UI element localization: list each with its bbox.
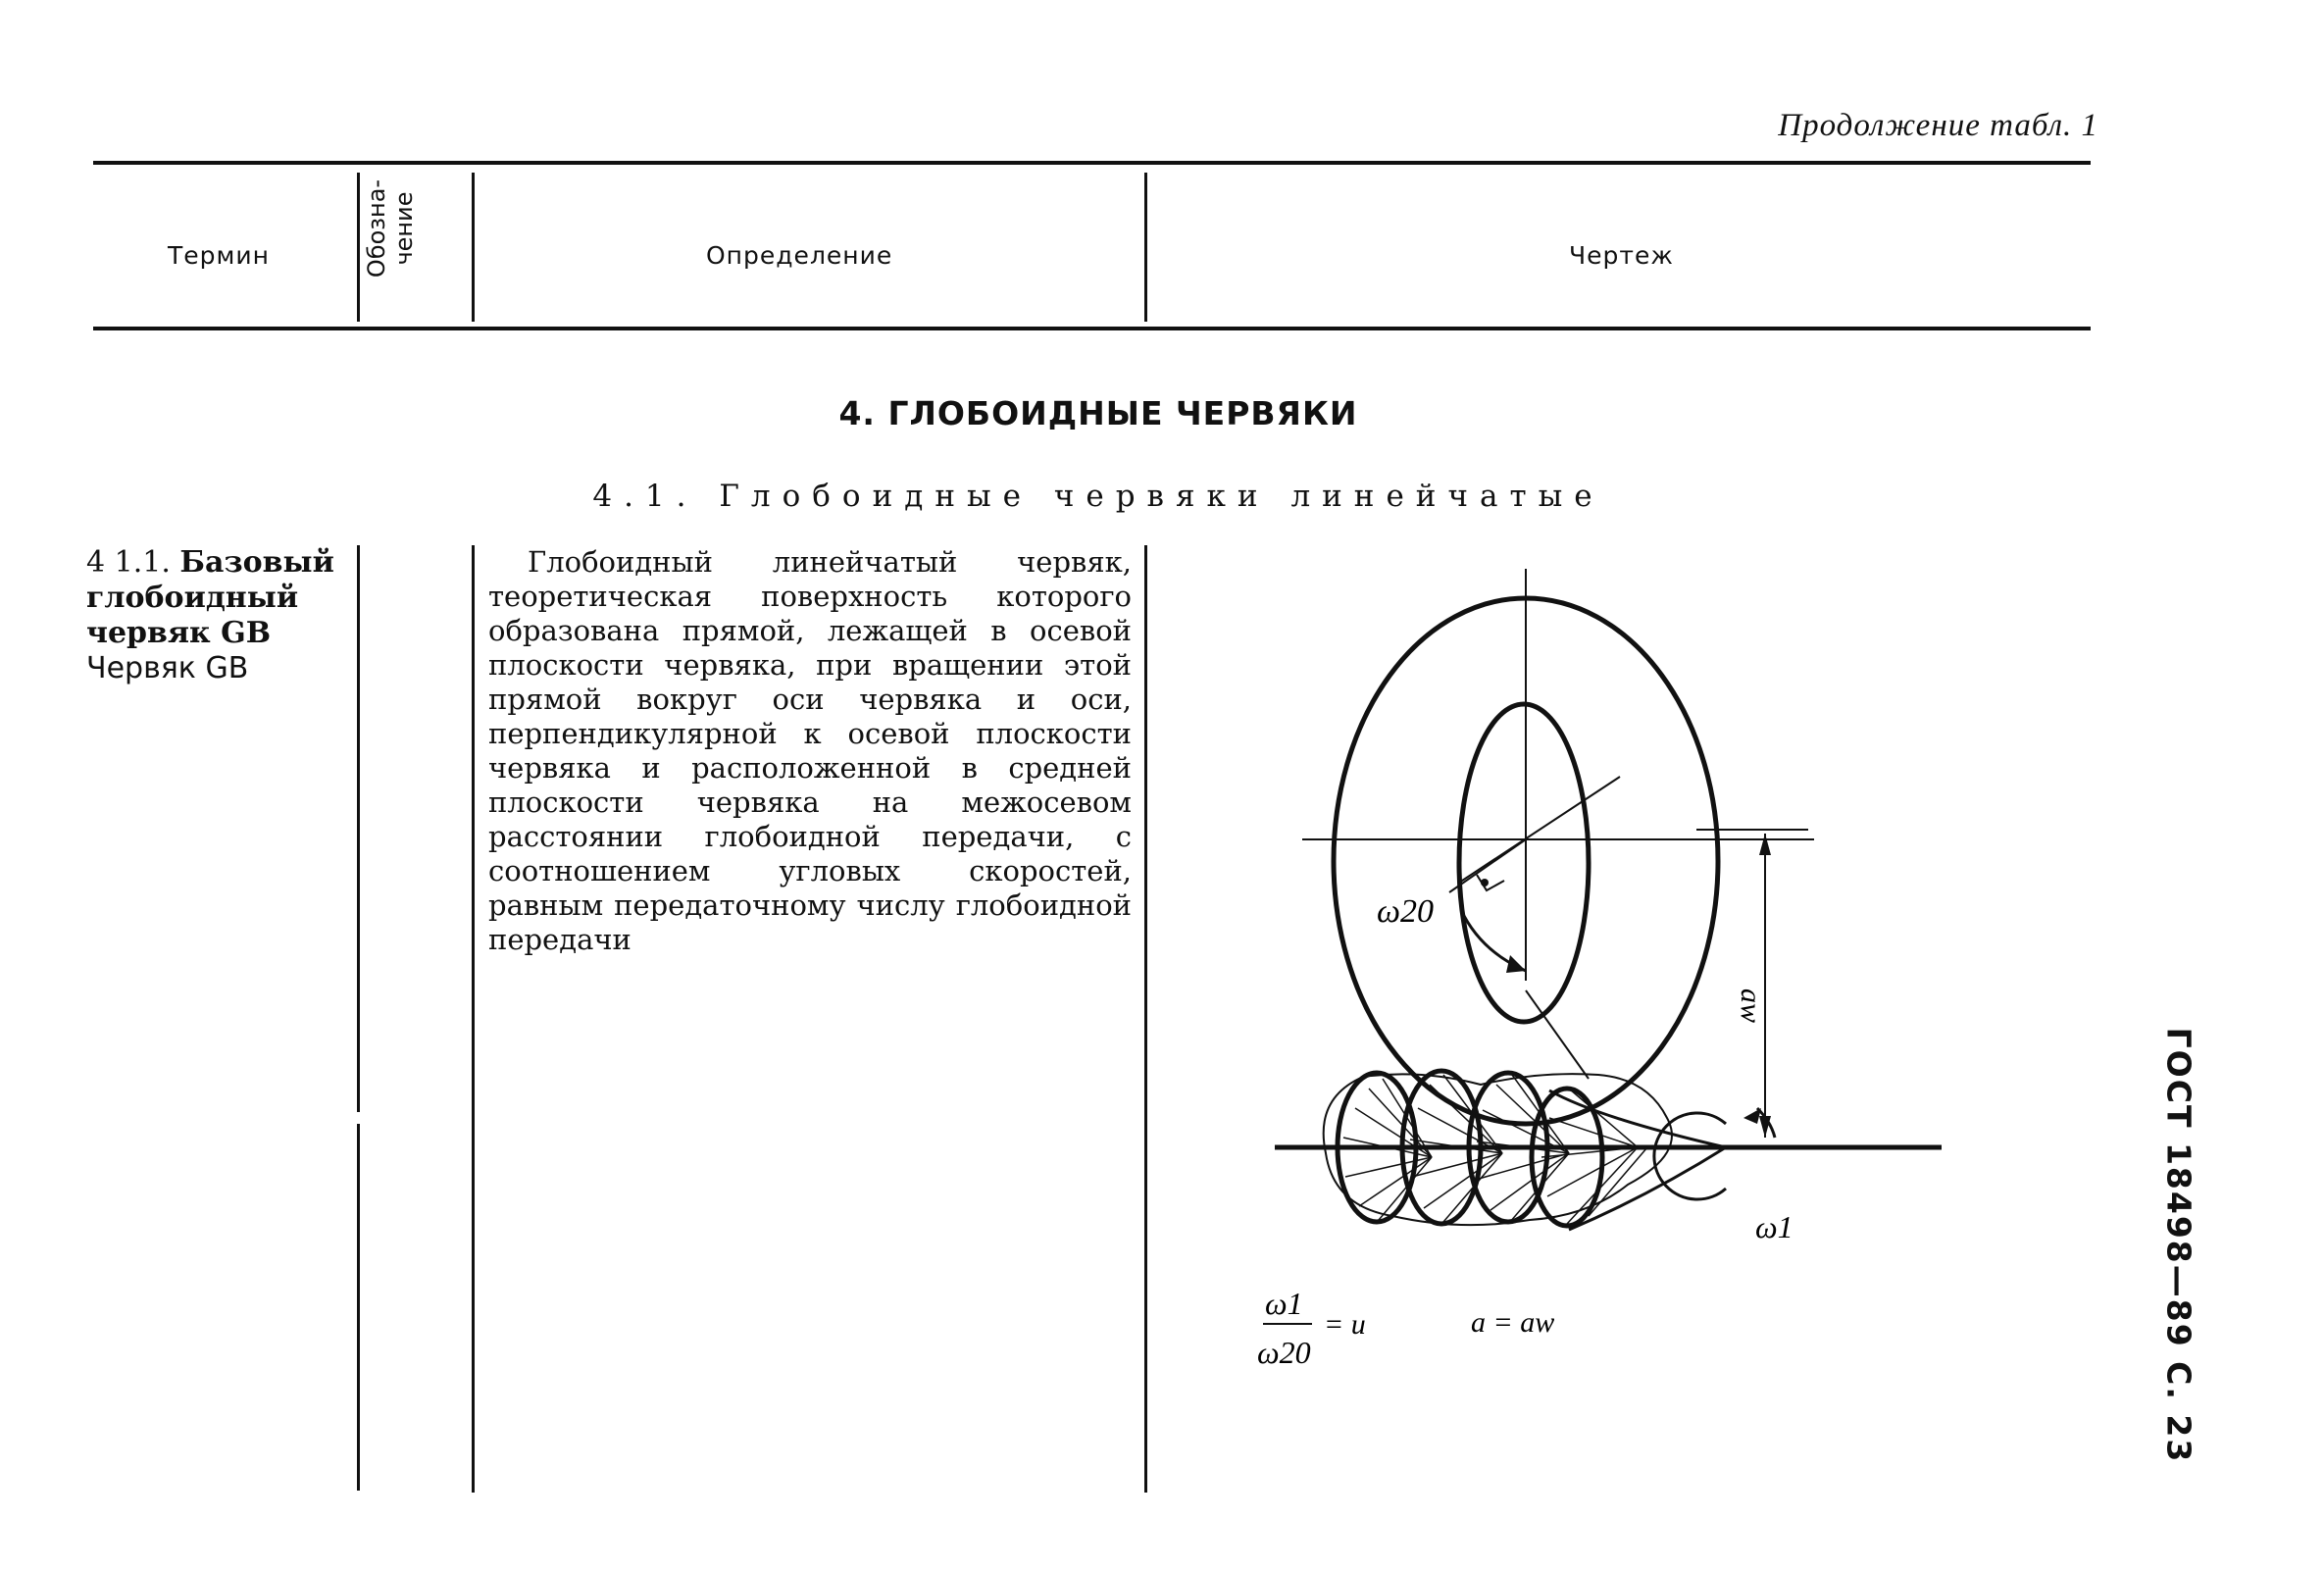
table-header-bottom-rule [93,327,2091,330]
header-drawing: Чертеж [1569,241,1674,270]
generating-line-lower [1526,990,1589,1079]
aw-label: aw [1735,988,1767,1024]
header-divider-3 [1144,173,1147,322]
wheel-diagonal-line [1459,777,1620,883]
omega20-label: ω20 [1377,893,1435,930]
formula-denominator: ω20 [1257,1335,1311,1370]
header-divider-1 [357,173,360,322]
omega1-arrowhead [1743,1108,1761,1124]
header-definition: Определение [706,241,893,270]
definition-cell [488,545,1132,957]
header-designation-line2: чение [390,191,418,266]
subsection-title: 4.1. Глобоидные червяки линейчатые [592,479,1604,514]
section-title: 4. ГЛОБОИДНЫЕ ЧЕРВЯКИ [838,394,1358,432]
formula-rhs: = u [1324,1308,1366,1341]
body-divider-1b [357,1124,360,1491]
formula-numerator: ω1 [1265,1286,1303,1321]
aw-arrow-top [1759,834,1771,855]
header-designation [363,179,418,278]
header-designation-line1: Обозна- [363,178,390,279]
wheel-inner-contour [1459,704,1589,1022]
header-divider-2 [472,173,475,322]
body-divider-1a [357,545,360,1112]
continuation-label: Продолжение табл. 1 [1778,108,2098,143]
body-divider-2 [472,545,475,1493]
table-top-rule [93,161,2091,165]
term-number: 4 1.1. [86,545,171,580]
globoid-worm-drawing [1137,530,1981,1412]
page-side-label: ГОСТ 18498—89 С. 23 [2159,1027,2198,1464]
worm-cone [1549,1090,1726,1230]
definition-text: Глобоидный линейчатый червяк, теоретическая поверхность которого образована прямой, лежащей в осевой плоскости червяка, при вращении этой прямой вокруг оси червяка и оси, перпендикулярной к осевой плоскости червяка и расположенной в средней плоскости червяка на межосевом расстоянии глобоидной передачи, с соотношением угловых скоростей, равным передаточному числу глобоидной передачи [488,545,1132,956]
omega1-label: ω1 [1755,1209,1794,1244]
header-term: Термин [168,241,270,270]
term-name: Базовый глобоидный червяк GB [86,545,334,650]
omega20-arrowhead [1506,955,1526,973]
term-cell [86,545,351,686]
right-angle-dot [1481,879,1489,887]
formula-center-distance: a = aw [1471,1306,1555,1339]
term-short-name: Червяк GB [86,651,249,685]
